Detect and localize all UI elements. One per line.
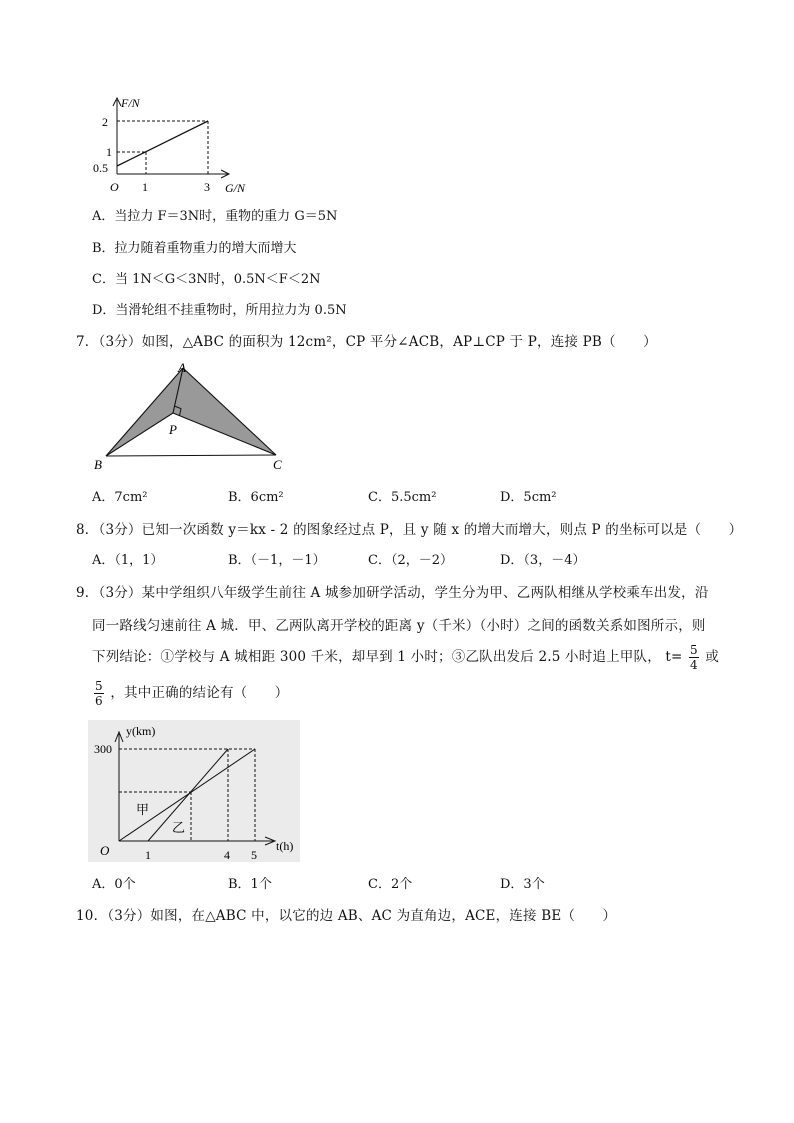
q9-option-a: A．0个 [92,877,136,892]
force-line [117,121,208,166]
x-tick-label: 1 [145,848,151,862]
q8-option-a: A．（1，1） [92,553,164,568]
q10-stem: 10．（3分）如图，在△ABC 中，以它的边 AB、AC 为直角边，ACE，连接 BE（ ） [76,908,617,924]
q9-option-b: B．1个 [228,877,272,892]
shaded-region [173,368,276,455]
q6-option-b: B．拉力随着重物重力的增大而增大 [92,241,297,256]
y-tick-label: 1 [106,145,112,159]
y-tick-label: 2 [102,115,108,129]
y-axis-label: y(km) [126,724,156,738]
x-tick-label: 5 [251,848,257,862]
q6-option-d: D．当滑轮组不挂重物时，所用拉力为 0.5N [92,303,347,318]
q7-option-c: C．5.5cm² [368,490,437,505]
fraction-numerator: 5 [95,679,103,693]
q9-line-2: 同一路线匀速前往 A 城．甲、乙两队离开学校的距离 y（千米）（小时）之间的函数关系如图所示，则 [92,618,706,634]
q6-option-c: C．当 1N＜G＜3N时，0.5N＜F＜2N [92,272,321,287]
vertex-label-b: B [94,457,102,472]
distance-time-graph [88,720,303,865]
x-axis-label: G/N [225,181,246,195]
q7-option-d: D．5cm² [500,490,557,505]
q7-option-a: A．7cm² [92,490,148,505]
x-tick-label: 4 [224,848,230,862]
vertex-label-a: A [178,360,186,375]
q9-line-4-text: ，其中正确的结论有（ ） [110,685,289,701]
point-label-p: P [169,422,177,437]
origin-label: O [110,180,119,194]
q8-option-c: C．（2，－2） [368,553,453,568]
q9-option-d: D．3个 [500,877,545,892]
segment-bc [106,455,276,456]
vertex-label-c: C [273,457,282,472]
q6-option-a: A．当拉力 F＝3N时，重物的重力 G＝5N [92,209,338,224]
fraction-denominator: 6 [95,694,103,708]
q7-stem: 7．（3分）如图，△ABC 的面积为 12cm²，CP 平分∠ACB，AP⊥CP 于 P，连接 PB（ ） [76,334,657,350]
y-axis-label: F/N [121,96,140,110]
q8-option-b: B．（－1，－1） [228,553,326,568]
q9-option-c: C．2个 [368,877,413,892]
origin-label: O [100,843,110,858]
q9-line-4 [92,680,288,707]
q8-option-d: D．（3，－4） [500,553,586,568]
fraction-five-sixths [94,680,104,707]
q8-stem: 8．（3分）已知一次函数 y＝kx - 2 的图象经过点 P，且 y 随 x 的增大而增大，则点 P 的坐标可以是（ ） [76,522,743,538]
series-label-jia: 甲 [136,802,150,817]
fraction-numerator: 5 [690,643,698,657]
fraction-denominator: 4 [690,658,698,672]
t-prefix: t= [665,649,683,665]
y-tick-label: 0.5 [93,161,108,175]
fraction-five-fourths [689,644,699,671]
or-text: 或 [705,649,720,665]
q9-line-3 [92,644,719,671]
force-weight-graph [88,92,263,200]
series-label-yi: 乙 [172,820,186,835]
triangle-figure [88,358,298,476]
q9-line-3-text: 下列结论：①学校与 A 城相距 300 千米，却早到 1 小时；③乙队出发后 2.5 小时追上甲队， [92,649,661,665]
x-tick-label: 1 [142,180,148,194]
y-tick-label: 300 [94,742,112,756]
q9-line-1: 9．（3分）某中学组织八年级学生前往 A 城参加研学活动，学生分为甲、乙两队相继从学校乘车出发，沿 [76,585,709,601]
x-tick-label: 3 [204,180,210,194]
q7-option-b: B．6cm² [228,490,284,505]
x-axis-label: t(h) [276,839,294,853]
